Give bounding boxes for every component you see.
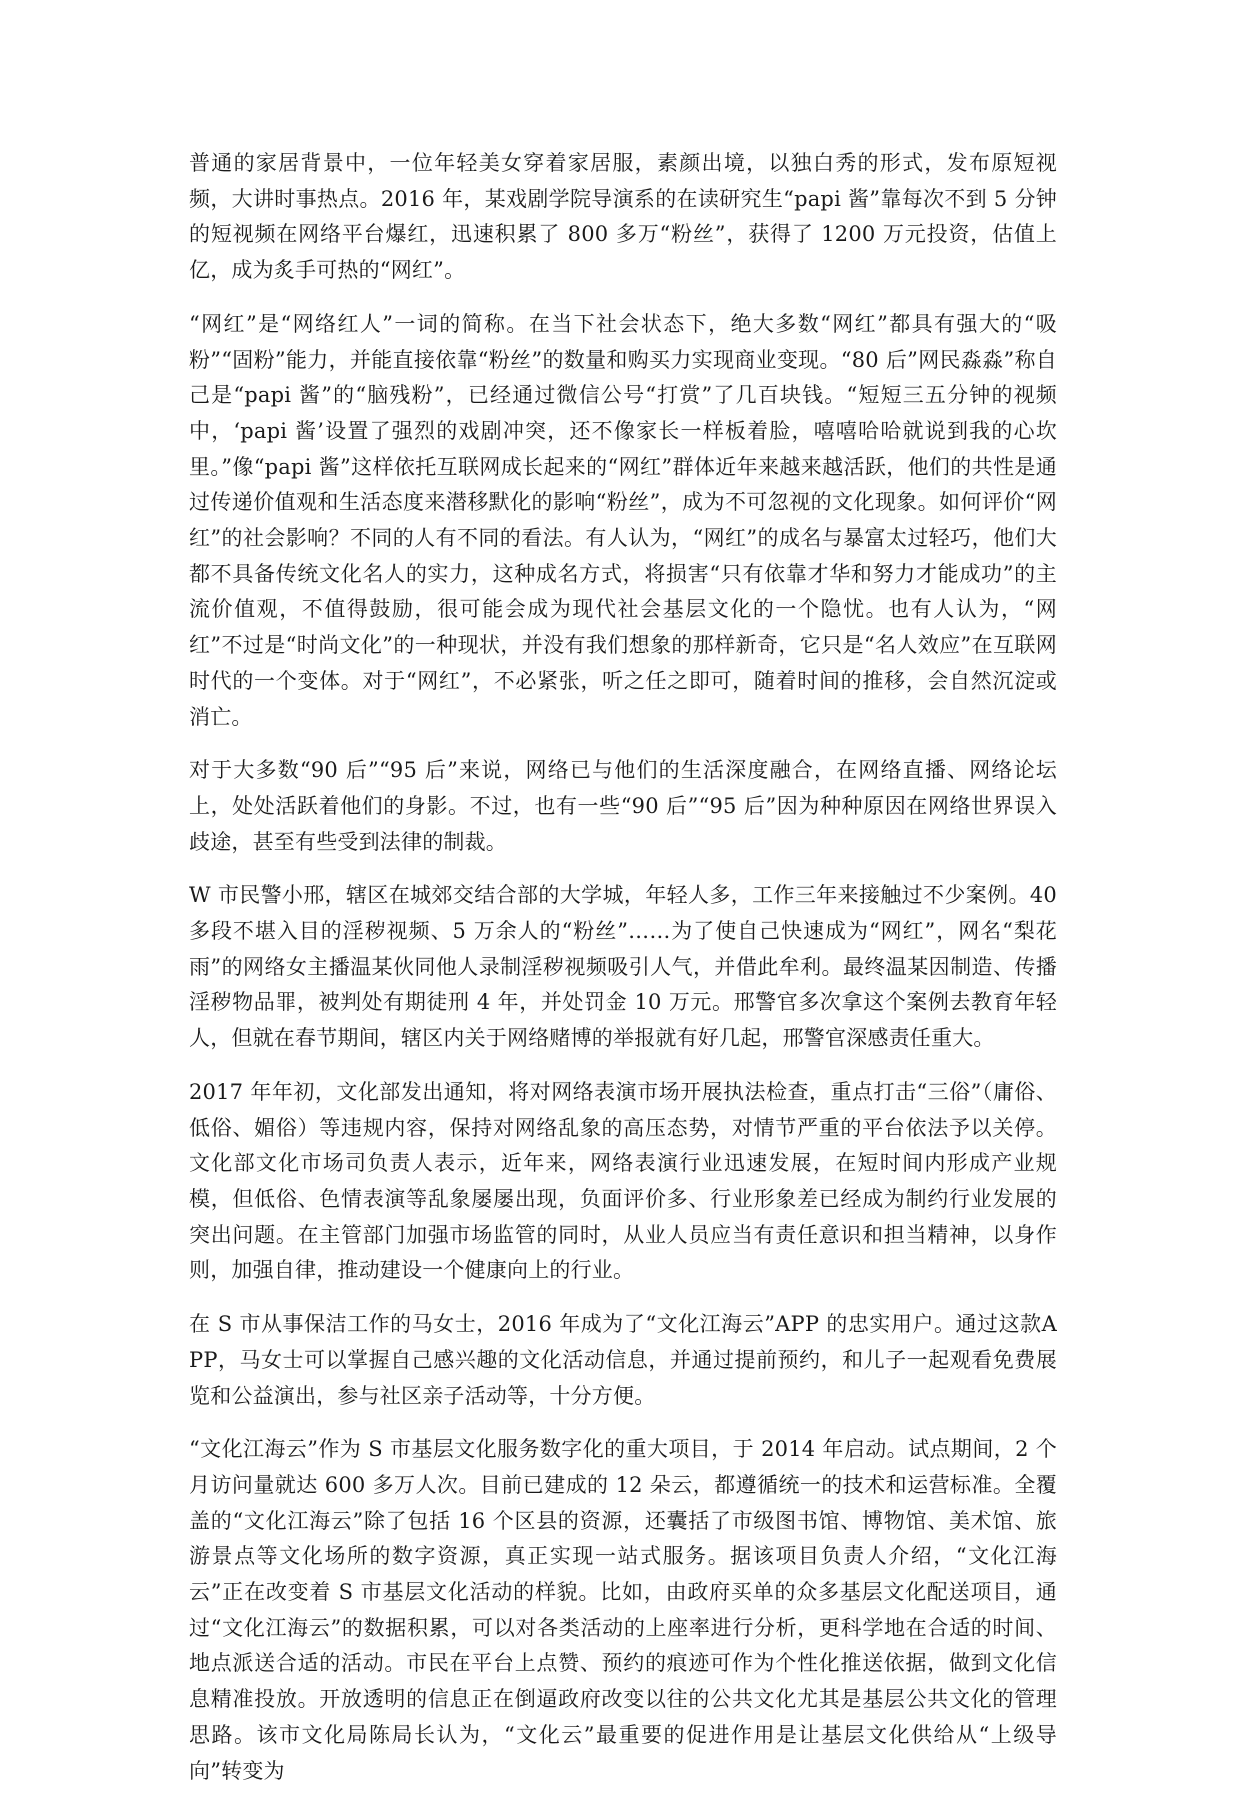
paragraph-post90s: 对于大多数“90 后”“95 后”来说，网络已与他们的生活深度融合，在网络直播、网络论坛上，处处活跃着他们的身影。不过，也有一些“90 后”“95 后”因为种种原因在网络世界误入歧途，甚至有些受到法律的制裁。 [189,758,1057,854]
paragraph-wanghong-definition: “网红”是“网络红人”一词的简称。在当下社会状态下，绝大多数“网红”都具有强大的“吸粉”“固粉”能力，并能直接依靠“粉丝”的数量和购买力实现商业变现。“80 后”网民淼淼”称自己是“papi 酱”的“脑残粉”，已经通过微信公号“打赏”了几百块钱。“短短三五分钟的视频中，‘papi 酱’设置了强烈的戏剧冲突，还不像家长一样板着脸，嘻嘻哈哈就说到我的心坎里。”像“papi 酱”这样依托互联网成长起来的“网红”群体近年来越来越活跃，他们的共性是通过传递价值观和生活态度来潜移默化的影响“粉丝”，成为不可忽视的文化现象。如何评价“网红”的社会影响？不同的人有不同的看法。有人认为，“网红”的成名与暴富太过轻巧，他们大都不具备传统文化名人的实力，这种成名方式，将损害“只有依靠才华和努力才能成功”的主流价值观，不值得鼓励，很可能会成为现代社会基层文化的一个隐忧。也有人认为，“网红”不过是“时尚文化”的一种现状，并没有我们想象的那样新奇，它只是“名人效应”在互联网时代的一个变体。对于“网红”，不必紧张，听之任之即可，随着时间的推移，会自然沉淀或消亡。 [189,311,1057,729]
paragraph-police-case: W 市民警小邢，辖区在城郊交结合部的大学城，年轻人多，工作三年来接触过不少案例。40 多段不堪入目的淫秽视频、5 万余人的“粉丝”……为了使自己快速成为“网红”，网名“梨花雨”的网络女主播温某伙同他人录制淫秽视频吸引人气，并借此牟利。最终温某因制造、传播淫秽物品罪，被判处有期徒刑 4 年，并处罚金 10 万元。邢警官多次拿这个案例去教育年轻人，但就在春节期间，辖区内关于网络赌博的举报就有好几起，邢警官深感责任重大。 [189,883,1064,1051]
paragraph-app-user: 在 S 市从事保洁工作的马女士，2016 年成为了“文化江海云”APP 的忠实用户。通过这款APP，马女士可以掌握自己感兴趣的文化活动信息，并通过提前预约，和儿子一起观看免费展览和公益演出，参与社区亲子活动等，十分方便。 [189,1312,1057,1408]
document-body [189,146,1064,1807]
paragraph-culture-cloud: “文化江海云”作为 S 市基层文化服务数字化的重大项目，于 2014 年启动。试点期间，2 个月访问量就达 600 多万人次。目前已建成的 12 朵云，都遵循统一的技术和运营标准。全覆盖的“文化江海云”除了包括 16 个区县的资源，还囊括了市级图书馆、博物馆、美术馆、旅游景点等文化场所的数字资源，真正实现一站式服务。据该项目负责人介绍，“文化江海云”正在改变着 S 市基层文化活动的样貌。比如，由政府买单的众多基层文化配送项目，通过“文化江海云”的数据积累，可以对各类活动的上座率进行分析，更科学地在合适的时间、地点派送合适的活动。市民在平台上点赞、预约的痕迹可作为个性化推送依据，做到文化信息精准投放。开放透明的信息正在倒逼政府改变以往的公共文化尤其是基层公共文化的管理思路。该市文化局陈局长认为，“文化云”最重要的促进作用是让基层文化供给从“上级导向”转变为 [189,1437,1057,1783]
paragraph-ministry-notice: 2017 年年初，文化部发出通知，将对网络表演市场开展执法检查，重点打击“三俗”（庸俗、低俗、媚俗）等违规内容，保持对网络乱象的高压态势，对情节严重的平台依法予以关停。文化部文化市场司负责人表示，近年来，网络表演行业迅速发展，在短时间内形成产业规模，但低俗、色情表演等乱象屡屡出现，负面评价多、行业形象差已经成为制约行业发展的突出问题。在主管部门加强市场监管的同时，从业人员应当有责任意识和担当精神，以身作则，加强自律，推动建设一个健康向上的行业。 [189,1079,1057,1283]
paragraph-papi-intro: 普通的家居背景中，一位年轻美女穿着家居服，素颜出境，以独白秀的形式，发布原短视频，大讲时事热点。2016 年，某戏剧学院导演系的在读研究生“papi 酱”靠每次不到 5 分钟的短视频在网络平台爆红，迅速积累了 800 多万“粉丝”，获得了 1200 万元投资，估值上亿，成为炙手可热的“网红”。 [189,151,1057,283]
